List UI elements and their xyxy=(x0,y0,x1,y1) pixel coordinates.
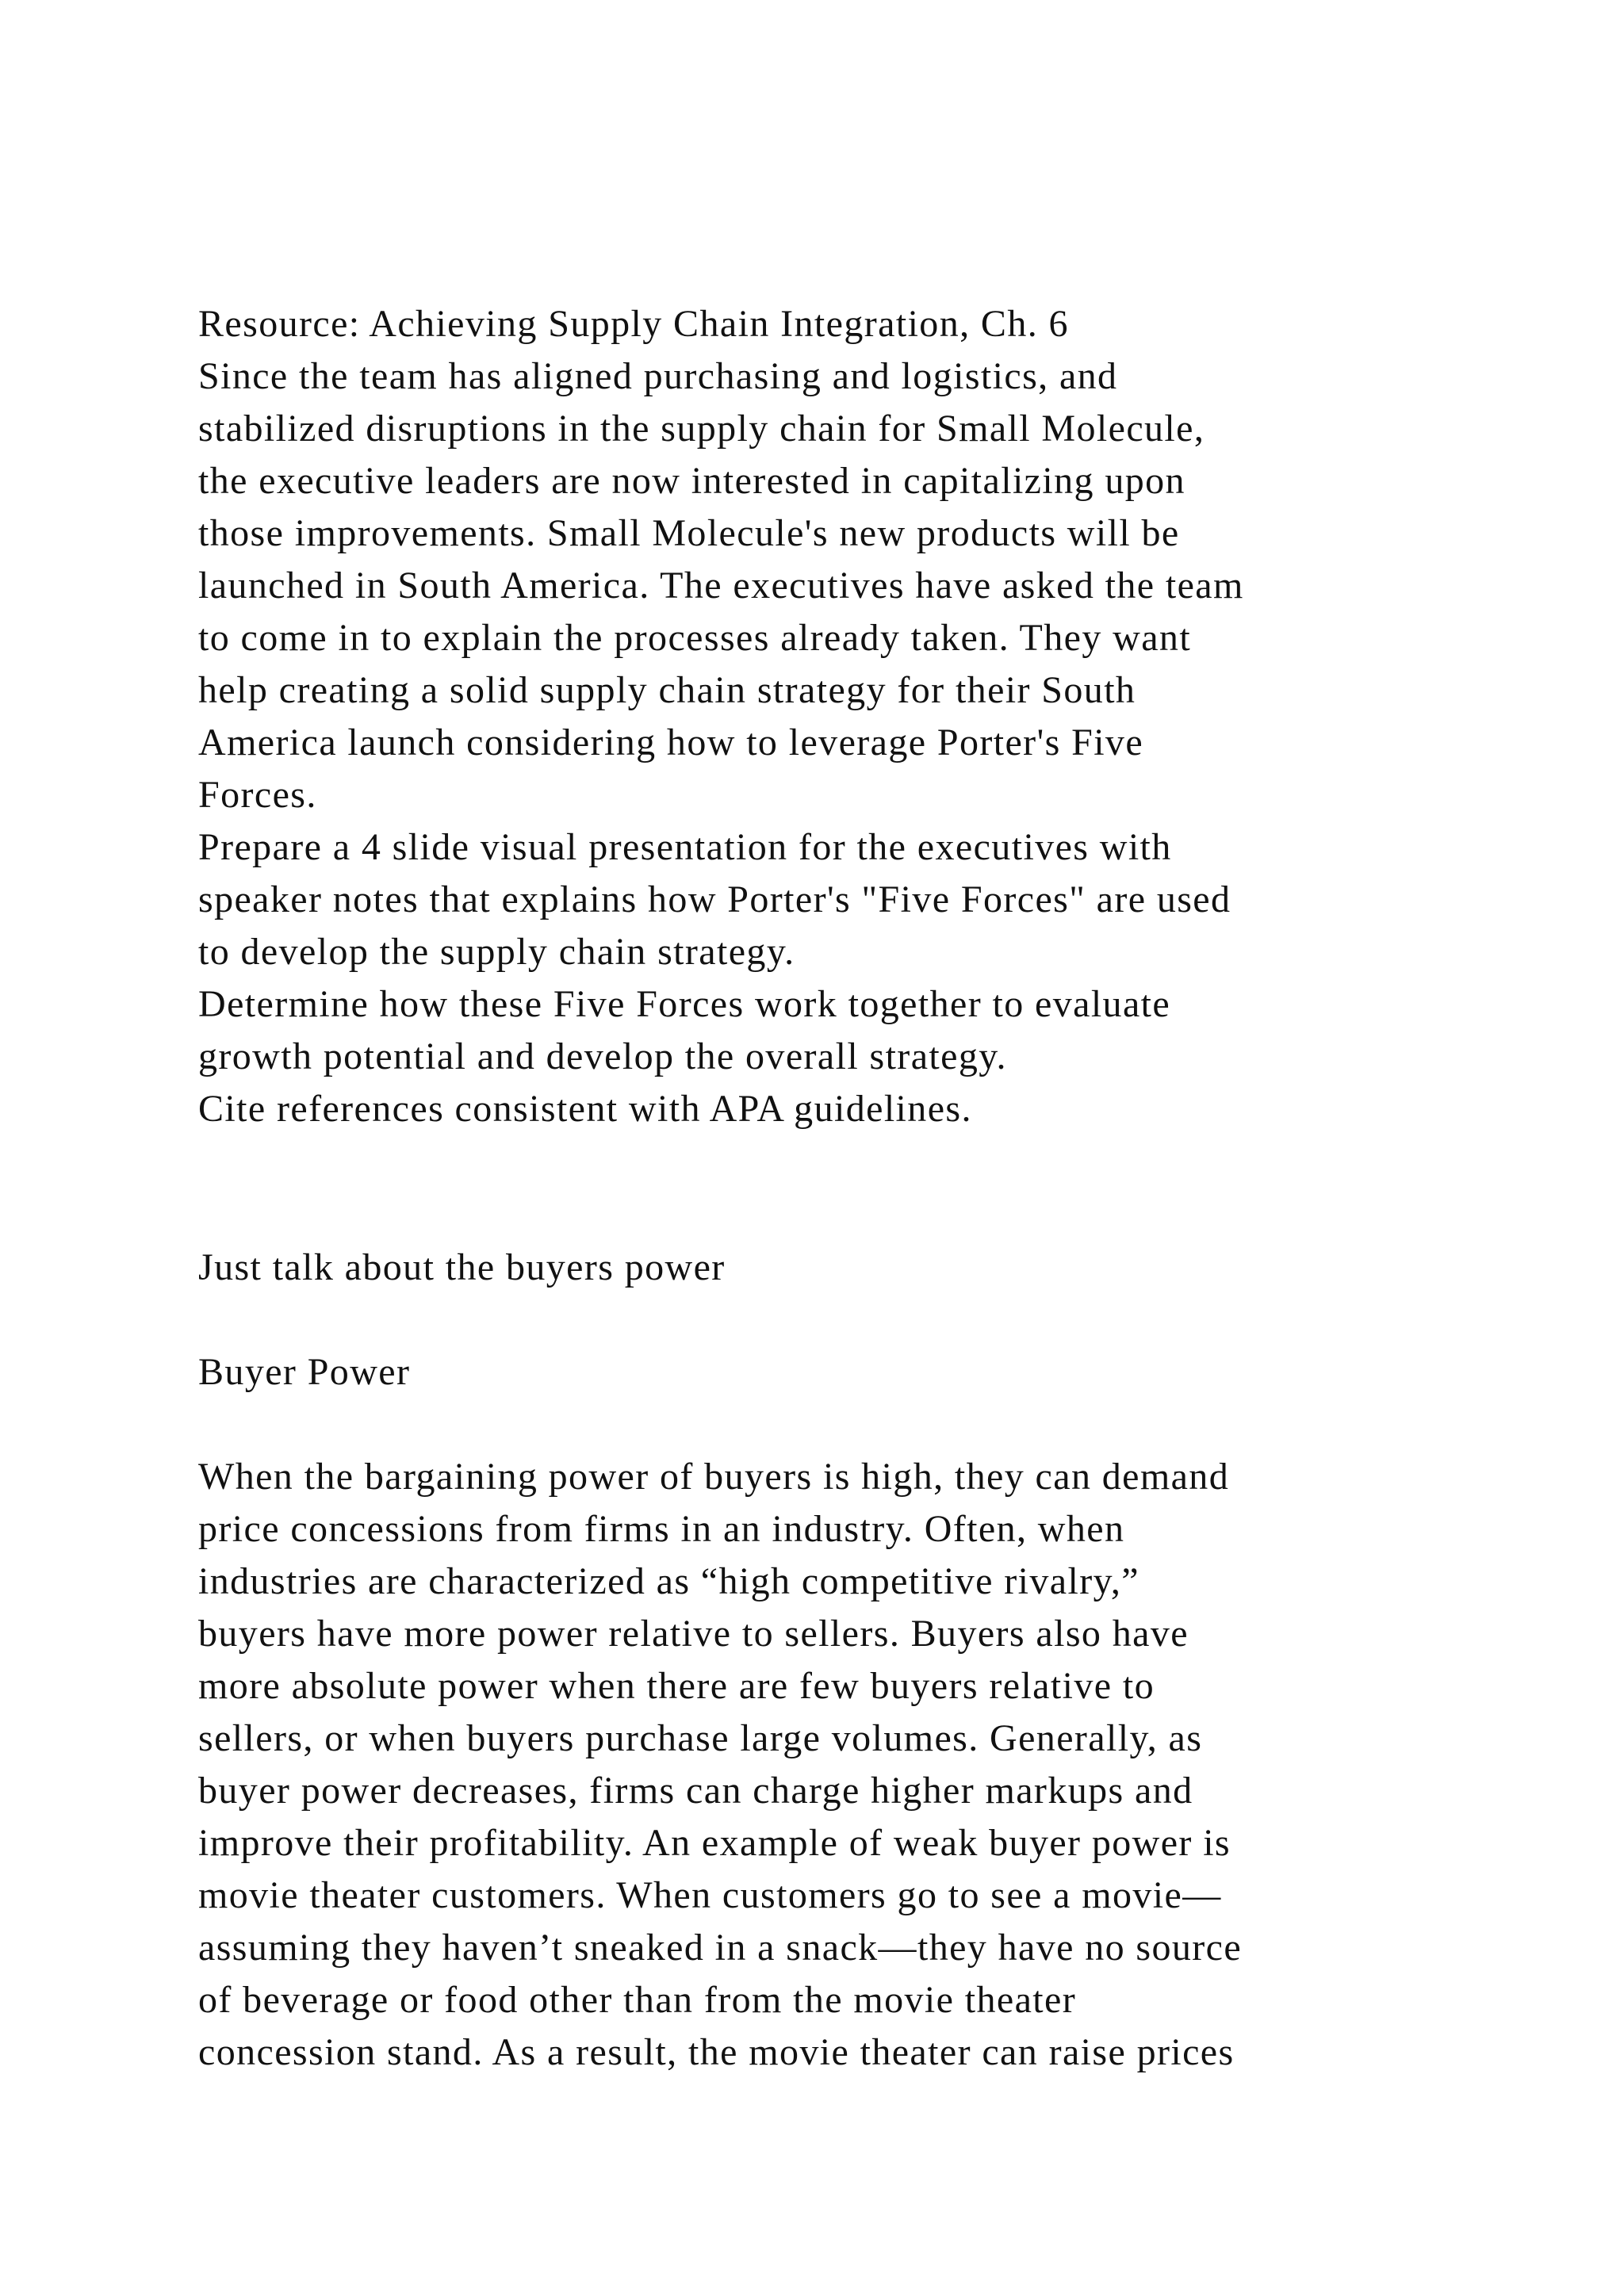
instruction-line: Just talk about the buyers power xyxy=(198,1246,726,1288)
section-heading xyxy=(198,1346,1546,1399)
body-line: movie theater customers. When customers go to see a movie— xyxy=(198,1874,1222,1916)
assignment-line: launched in South America. The executives have asked the team xyxy=(198,564,1244,607)
assignment-line: help creating a solid supply chain strategy for their South xyxy=(198,669,1136,711)
body-line: buyer power decreases, firms can charge higher markups and xyxy=(198,1770,1193,1812)
body-line: industries are characterized as “high competitive rivalry,” xyxy=(198,1560,1139,1602)
body-line: concession stand. As a result, the movie theater can raise prices xyxy=(198,2031,1235,2073)
body-line: more absolute power when there are few buyers relative to xyxy=(198,1665,1155,1707)
assignment-line: Forces. xyxy=(198,774,317,816)
body-line: assuming they haven’t sneaked in a snack—they have no source xyxy=(198,1927,1243,1969)
assignment-line: those improvements. Small Molecule's new products will be xyxy=(198,512,1180,554)
body-line: of beverage or food other than from the movie theater xyxy=(198,1979,1077,2021)
assignment-line: Prepare a 4 slide visual presentation for the executives with xyxy=(198,826,1172,868)
assignment-line: growth potential and develop the overall strategy. xyxy=(198,1035,1007,1077)
body-text xyxy=(198,1451,1546,2079)
assignment-line: Determine how these Five Forces work together to evaluate xyxy=(198,983,1171,1025)
assignment-line: speaker notes that explains how Porter's "Five Forces" are used xyxy=(198,878,1231,920)
body-line: buyers have more power relative to sellers. Buyers also have xyxy=(198,1613,1189,1655)
assignment-line: stabilized disruptions in the supply chain for Small Molecule, xyxy=(198,408,1205,450)
instruction-text xyxy=(198,1242,1546,1294)
assignment-line: the executive leaders are now interested in capitalizing upon xyxy=(198,460,1185,502)
assignment-line: to come in to explain the processes already taken. They want xyxy=(198,617,1192,659)
assignment-line: America launch considering how to leverage Porter's Five xyxy=(198,721,1144,763)
body-line: price concessions from firms in an industry. Often, when xyxy=(198,1508,1125,1550)
heading-line: Buyer Power xyxy=(198,1351,411,1393)
body-line: sellers, or when buyers purchase large volumes. Generally, as xyxy=(198,1717,1203,1759)
assignment-text xyxy=(198,298,1546,1135)
body-line: When the bargaining power of buyers is high, they can demand xyxy=(198,1456,1230,1498)
assignment-line: to develop the supply chain strategy. xyxy=(198,931,795,973)
assignment-line: Resource: Achieving Supply Chain Integration, Ch. 6 xyxy=(198,303,1069,345)
assignment-line: Since the team has aligned purchasing and logistics, and xyxy=(198,355,1118,397)
body-line: improve their profitability. An example of weak buyer power is xyxy=(198,1822,1231,1864)
assignment-line: Cite references consistent with APA guidelines. xyxy=(198,1088,972,1130)
